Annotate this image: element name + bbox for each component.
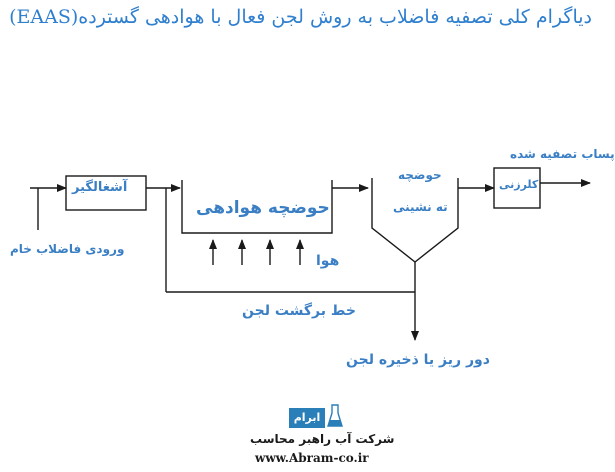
settling-tank-label-1: حوضچه — [398, 168, 442, 182]
company-name: شرکت آب راهبر محاسب — [250, 432, 395, 446]
diagram-title: دیاگرام کلی تصفیه فاضلاب به روش لجن فعال با هوادهی گسترده(EAAS) — [9, 6, 592, 28]
company-logo — [289, 404, 345, 430]
raw-inlet-label: ورودی فاضلاب خام — [10, 242, 125, 256]
logo-text: ابرام — [289, 408, 325, 428]
flask-icon — [327, 404, 343, 428]
grit-chamber-label: آشغالگیر — [72, 180, 128, 195]
chlorination-label: کلرزنی — [499, 178, 539, 191]
sludge-disposal-label: دور ریز یا ذخیره لجن — [346, 352, 490, 368]
settling-tank — [372, 178, 458, 262]
air-label: هوا — [316, 253, 340, 269]
treated-effluent-label: پساب تصفیه شده — [510, 147, 615, 161]
return-sludge-label: خط برگشت لجن — [242, 303, 356, 319]
settling-tank-label-2: ته نشینی — [393, 200, 448, 214]
company-website: www.Abram-co.ir — [255, 451, 369, 465]
aeration-tank-label: حوضچه هوادهی — [196, 198, 330, 218]
